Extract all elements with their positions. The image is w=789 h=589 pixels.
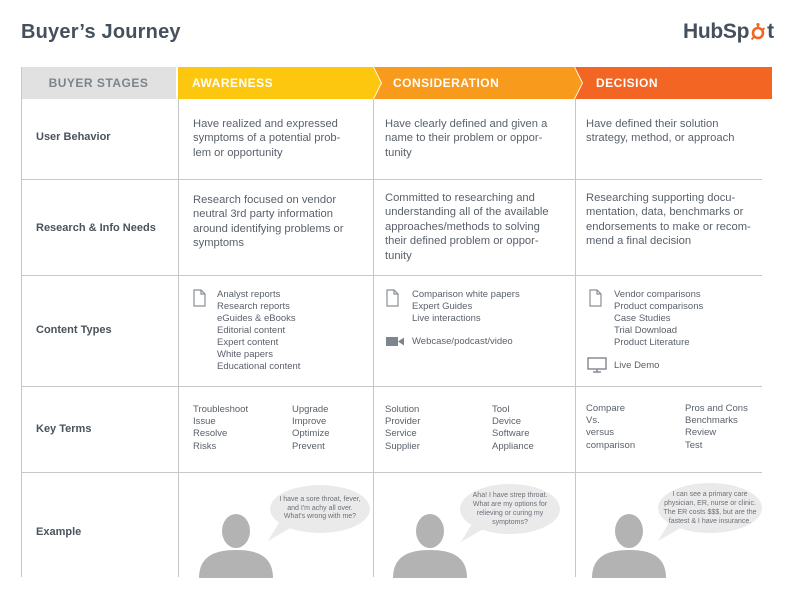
term: Compare [586,403,626,414]
grid-line [21,179,762,180]
bubble-line: relieving or curing my [476,510,544,517]
term: Prevent [292,440,325,452]
page-title: Buyer’s Journey [21,21,181,43]
bubble-line: What's wrong with me? [283,513,357,521]
row-label-research: Research & Info Needs [36,222,156,234]
bubble-line: What are my options for [472,501,548,509]
list-item: Product comparisons [614,301,704,312]
key-terms-decision-a [586,403,635,452]
consideration-header [381,67,571,99]
video-content-label: Webcase/podcast/video [412,336,513,347]
text-line: Committed to researching and [385,192,535,204]
key-terms-decision-b [685,403,748,452]
user-behavior-decision [586,117,734,146]
monitor-icon [587,357,607,373]
grid-line [21,275,762,276]
list-item: Live interactions [412,313,481,324]
document-icon [386,289,399,307]
term: Risks [193,440,217,452]
term: Software [492,428,530,440]
term: Troubleshoot [193,404,249,415]
speech-bubble-decision [656,486,764,532]
research-consideration [385,191,549,263]
list-item: Case Studies [614,313,671,324]
term: Test [685,439,703,451]
text-line: name to their problem or oppor- [385,132,543,145]
list-item: Expert Guides [412,301,473,312]
buyer-stages-label: BUYER STAGES [48,76,149,90]
text-line: endorsements to make or recom- [586,220,751,233]
term: Supplier [385,440,420,452]
text-line: around identifying problems or [193,222,344,235]
term: Vs. [586,415,600,427]
bubble-line: The ER costs $$$, but are the [663,509,757,516]
term: Appliance [492,440,534,452]
term: Optimize [292,428,330,440]
list-item: Analyst reports [217,289,281,300]
term: Upgrade [292,404,329,415]
text-line: Have realized and expressed [193,118,338,130]
text-line: neutral 3rd party information [193,208,333,221]
speech-bubble-consideration [460,487,560,533]
video-camera-icon [386,336,404,347]
bubble-line: Aha! I have strep throat. [472,492,548,500]
text-line: tunity [385,146,412,159]
awareness-label: AWARENESS [192,76,274,90]
sprocket-icon [750,23,766,41]
content-list-consideration [412,289,520,325]
list-item: Expert content [217,337,279,348]
speech-bubble-awareness [270,489,370,529]
user-behavior-consideration [385,117,547,160]
text-line: Research focused on vendor [193,194,337,206]
text-line: Have clearly defined and given a [385,118,548,130]
list-item: White papers [217,349,273,360]
logo-text-left: HubSp [683,20,750,43]
term: versus [586,427,614,439]
list-item: Trial Download [614,325,678,336]
text-line: understanding all of the available [385,206,549,219]
term: Provider [385,416,421,428]
list-item: Product Literature [614,337,690,348]
document-icon [589,289,602,307]
bubble-line: I can see a primary care [672,491,748,499]
decision-header [584,67,764,99]
research-decision [586,191,751,249]
awareness-header [180,67,370,99]
grid-line [21,472,762,473]
term: Issue [193,416,216,428]
content-list-awareness [217,289,300,373]
grid-line [21,386,762,387]
text-line: Have defined their solution [586,118,719,130]
list-item: Vendor comparisons [614,289,701,300]
grid-line [178,99,179,577]
term: Solution [385,404,420,415]
bubble-line: symptoms? [492,518,528,526]
decision-label: DECISION [596,76,659,90]
list-item: Research reports [217,301,290,312]
list-item: Comparison white papers [412,289,520,300]
text-line: tunity [385,249,412,262]
term: comparison [586,439,636,451]
term: Tool [492,404,510,415]
key-terms-awareness-a [193,404,248,453]
row-label-key-terms: Key Terms [36,423,92,435]
text-line: their defined problem or oppor- [385,235,539,248]
list-item: Editorial content [217,325,286,336]
list-item: eGuides & eBooks [217,313,296,324]
term: Pros and Cons [685,403,748,414]
consideration-label: CONSIDERATION [393,76,500,90]
term: Benchmarks [685,415,738,427]
bubble-line: I have a sore throat, fever, [279,495,361,503]
hubspot-logo [683,20,774,44]
buyer-stages-header [21,67,176,99]
term: Service [385,428,417,440]
text-line: symptoms of a potential prob- [193,132,341,145]
live-demo-label: Live Demo [614,360,660,371]
term: Device [492,416,522,428]
user-behavior-awareness [193,117,340,160]
bubble-line: fastest & I have insurance. [668,517,752,525]
research-awareness [193,193,344,251]
key-terms-awareness-b [292,404,329,453]
content-list-decision [614,289,703,349]
term: Review [685,427,717,439]
text-line: symptoms [193,237,244,250]
grid-line [21,67,22,577]
text-line: strategy, method, or approach [586,132,735,145]
text-line: Researching supporting docu- [586,192,736,204]
text-line: mentation, data, benchmarks or [586,206,744,219]
term: Resolve [193,428,228,440]
text-line: lem or opportunity [193,146,283,159]
row-label-user-behavior: User Behavior [36,131,111,143]
document-icon [193,289,206,307]
bubble-line: and I'm achy all over. [287,504,353,512]
logo-text-right: t [767,20,774,43]
row-label-content-types: Content Types [36,324,112,336]
key-terms-consideration-b [492,404,534,453]
key-terms-consideration-a [385,404,420,453]
grid-line [373,99,374,577]
text-line: mend a final decision [586,235,692,248]
grid-line [575,99,576,577]
bubble-line: physician, ER, nurse or clinic. [664,500,756,508]
list-item: Educational content [217,361,301,372]
text-line: approaches/methods to solving [385,220,540,233]
row-label-example: Example [36,526,82,538]
term: Improve [292,416,327,428]
